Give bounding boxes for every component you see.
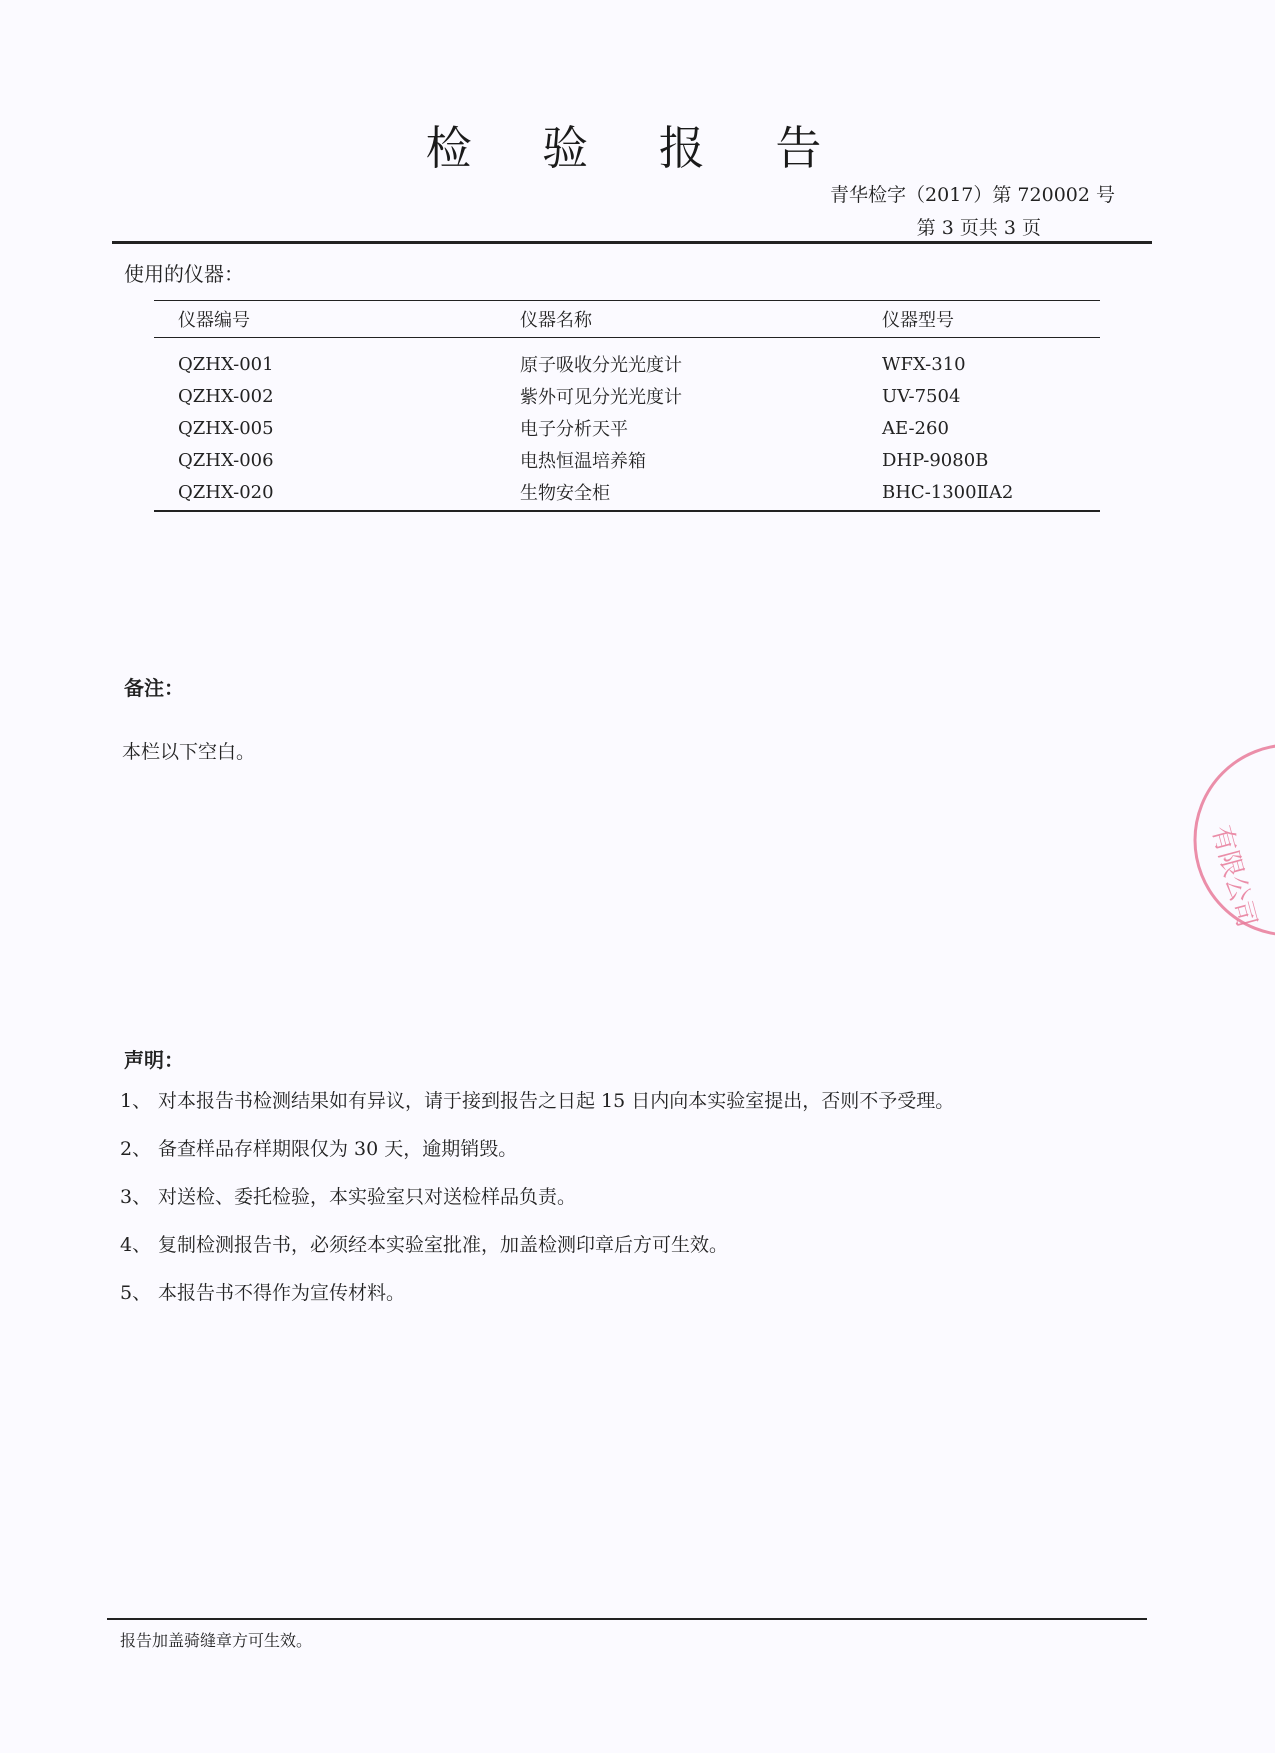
declaration-item-text: 对本报告书检测结果如有异议，请于接到报告之日起 15 日内向本实验室提出，否则不予受理。 (158, 1090, 955, 1112)
instrument-id: QZHX-006 (178, 449, 274, 471)
instrument-model: WFX-310 (882, 353, 966, 375)
instrument-model: BHC-1300ⅡA2 (882, 481, 1014, 503)
instrument-id: QZHX-001 (178, 353, 274, 375)
instrument-name: 电热恒温培养箱 (520, 451, 646, 472)
instrument-id: QZHX-020 (178, 481, 274, 503)
table-bottom-rule (154, 510, 1100, 512)
instrument-name: 原子吸收分光光度计 (520, 355, 682, 376)
instruments-heading: 使用的仪器： (124, 262, 244, 286)
declaration-item-number: 3、 (120, 1186, 152, 1208)
instruments-table (154, 300, 1100, 512)
table-row (154, 380, 1100, 412)
declaration-item-number: 5、 (120, 1282, 152, 1304)
declaration-item (120, 1085, 954, 1133)
column-header-model: 仪器型号 (882, 310, 954, 331)
declaration-item (120, 1229, 954, 1277)
declaration-item-text: 复制检测报告书，必须经本实验室批准，加盖检测印章后方可生效。 (158, 1234, 729, 1256)
declaration-list (120, 1085, 954, 1325)
declaration-heading: 声明： (124, 1048, 184, 1072)
company-seal-stamp (1170, 740, 1275, 940)
remarks-heading: 备注： (124, 676, 184, 700)
table-row (154, 348, 1100, 380)
declaration-item-text: 备查样品存样期限仅为 30 天，逾期销毁。 (158, 1138, 518, 1160)
column-header-id: 仪器编号 (178, 310, 250, 331)
table-row (154, 444, 1100, 476)
declaration-item-number: 1、 (120, 1090, 152, 1112)
table-row (154, 476, 1100, 508)
instrument-id: QZHX-002 (178, 385, 274, 407)
remarks-text: 本栏以下空白。 (122, 741, 256, 763)
page-info: 第 3 页共 3 页 (916, 217, 1041, 239)
instrument-id: QZHX-005 (178, 417, 274, 439)
declaration-item-number: 4、 (120, 1234, 152, 1256)
declaration-item-text: 对送检、委托检验，本实验室只对送检样品负责。 (158, 1186, 577, 1208)
declaration-item-text: 本报告书不得作为宣传材料。 (158, 1282, 406, 1304)
footer-divider (107, 1618, 1147, 1620)
instrument-name: 紫外可见分光光度计 (520, 387, 682, 408)
instrument-model: AE-260 (882, 417, 949, 439)
table-body (154, 338, 1100, 510)
report-number: 青华检字（2017）第 720002 号 (830, 184, 1115, 206)
table-header (154, 301, 1100, 337)
instrument-name: 电子分析天平 (520, 419, 628, 440)
table-row (154, 412, 1100, 444)
header-divider (112, 241, 1152, 244)
instrument-name: 生物安全柜 (520, 483, 610, 504)
instrument-model: DHP-9080B (882, 449, 989, 471)
declaration-item (120, 1133, 954, 1181)
footer-note: 报告加盖骑缝章方可生效。 (120, 1631, 313, 1650)
column-header-name: 仪器名称 (520, 310, 592, 331)
declaration-item (120, 1181, 954, 1229)
declaration-item-number: 2、 (120, 1138, 152, 1160)
svg-text:有限公司: 有限公司 (1205, 822, 1262, 931)
instrument-model: UV-7504 (882, 385, 961, 407)
declaration-item (120, 1277, 954, 1325)
report-title: 检 验 报 告 (425, 121, 850, 175)
